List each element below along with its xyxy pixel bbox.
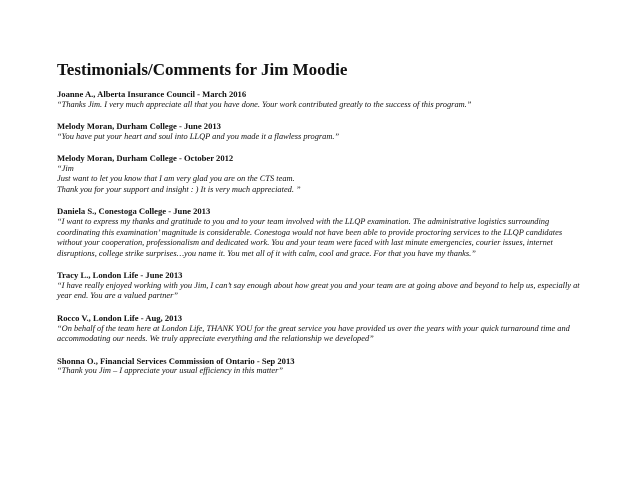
testimonial-author: Rocco V., London Life - Aug, 2013 [57, 313, 183, 324]
testimonial-quote [57, 217, 587, 259]
testimonial-entry [57, 121, 587, 142]
testimonial-author: Melody Moran, Durham College - October 2012 [57, 153, 234, 164]
testimonial-entry [57, 206, 587, 259]
testimonial-author: Tracy L., London Life - June 2013 [57, 270, 183, 281]
testimonial-author: Melody Moran, Durham College - June 2013 [57, 121, 221, 132]
testimonial-quote [57, 281, 587, 302]
testimonial-entry [57, 313, 587, 345]
testimonial-quote [57, 164, 587, 196]
testimonials-list [57, 89, 587, 388]
testimonial-quote-line: “I want to express my thanks and gratitude to you and to your team involved with the LLQP examination. The administrative logistics surrounding coordinating this examination’ magnitude is considerable. Conestoga would not have been able to provide proctoring services to the LLQP candidates without your cooperation, professionalism and dedicated work. You and your team were faced with last minute emergencies, courier issues, internet disruptions, college strike surprises…you name it. You met all of it with calm, cool and grace. For that you have my thanks.” [57, 216, 563, 258]
testimonial-quote-line: Thank you for your support and insight : ) It is very much appreciated. ” [57, 184, 301, 194]
testimonial-entry [57, 356, 587, 377]
testimonial-quote-line: “Thank you Jim – I appreciate your usual efficiency in this matter” [57, 366, 284, 376]
testimonial-quote [57, 100, 587, 111]
testimonial-entry [57, 153, 587, 195]
testimonial-author: Shonna O., Financial Services Commission of Ontario - Sep 2013 [57, 355, 295, 366]
testimonial-quote [57, 132, 587, 143]
testimonial-author: Joanne A., Alberta Insurance Council - March 2016 [57, 89, 247, 99]
testimonial-quote-line: “On behalf of the team here at London Life, THANK YOU for the great service you have provided us over the years with your quick turnaround time and accommodating our needs. We truly appreciate everything and the relationship we developed” [57, 323, 570, 344]
testimonial-quote-line: “Thanks Jim. I very much appreciate all that you have done. Your work contributed greatly to the success of this program.” [57, 99, 472, 109]
testimonial-quote-line: Just want to let you know that I am very glad you are on the CTS team. [57, 174, 295, 184]
testimonial-quote [57, 324, 587, 345]
testimonial-quote-line: “I have really enjoyed working with you Jim, I can’t say enough about how great you and your team are at going above and beyond to help us, especially at year end. You are a valued partner” [57, 280, 580, 301]
page-title: Testimonials/Comments for Jim Moodie [57, 60, 348, 79]
testimonial-quote-line: “Jim [57, 163, 74, 173]
testimonial-entry [57, 270, 587, 302]
testimonial-author: Daniela S., Conestoga College - June 2013 [57, 206, 211, 217]
testimonial-quote-line: “You have put your heart and soul into LLQP and you made it a flawless program.” [57, 131, 340, 141]
testimonial-quote [57, 366, 587, 377]
testimonial-entry [57, 89, 587, 110]
